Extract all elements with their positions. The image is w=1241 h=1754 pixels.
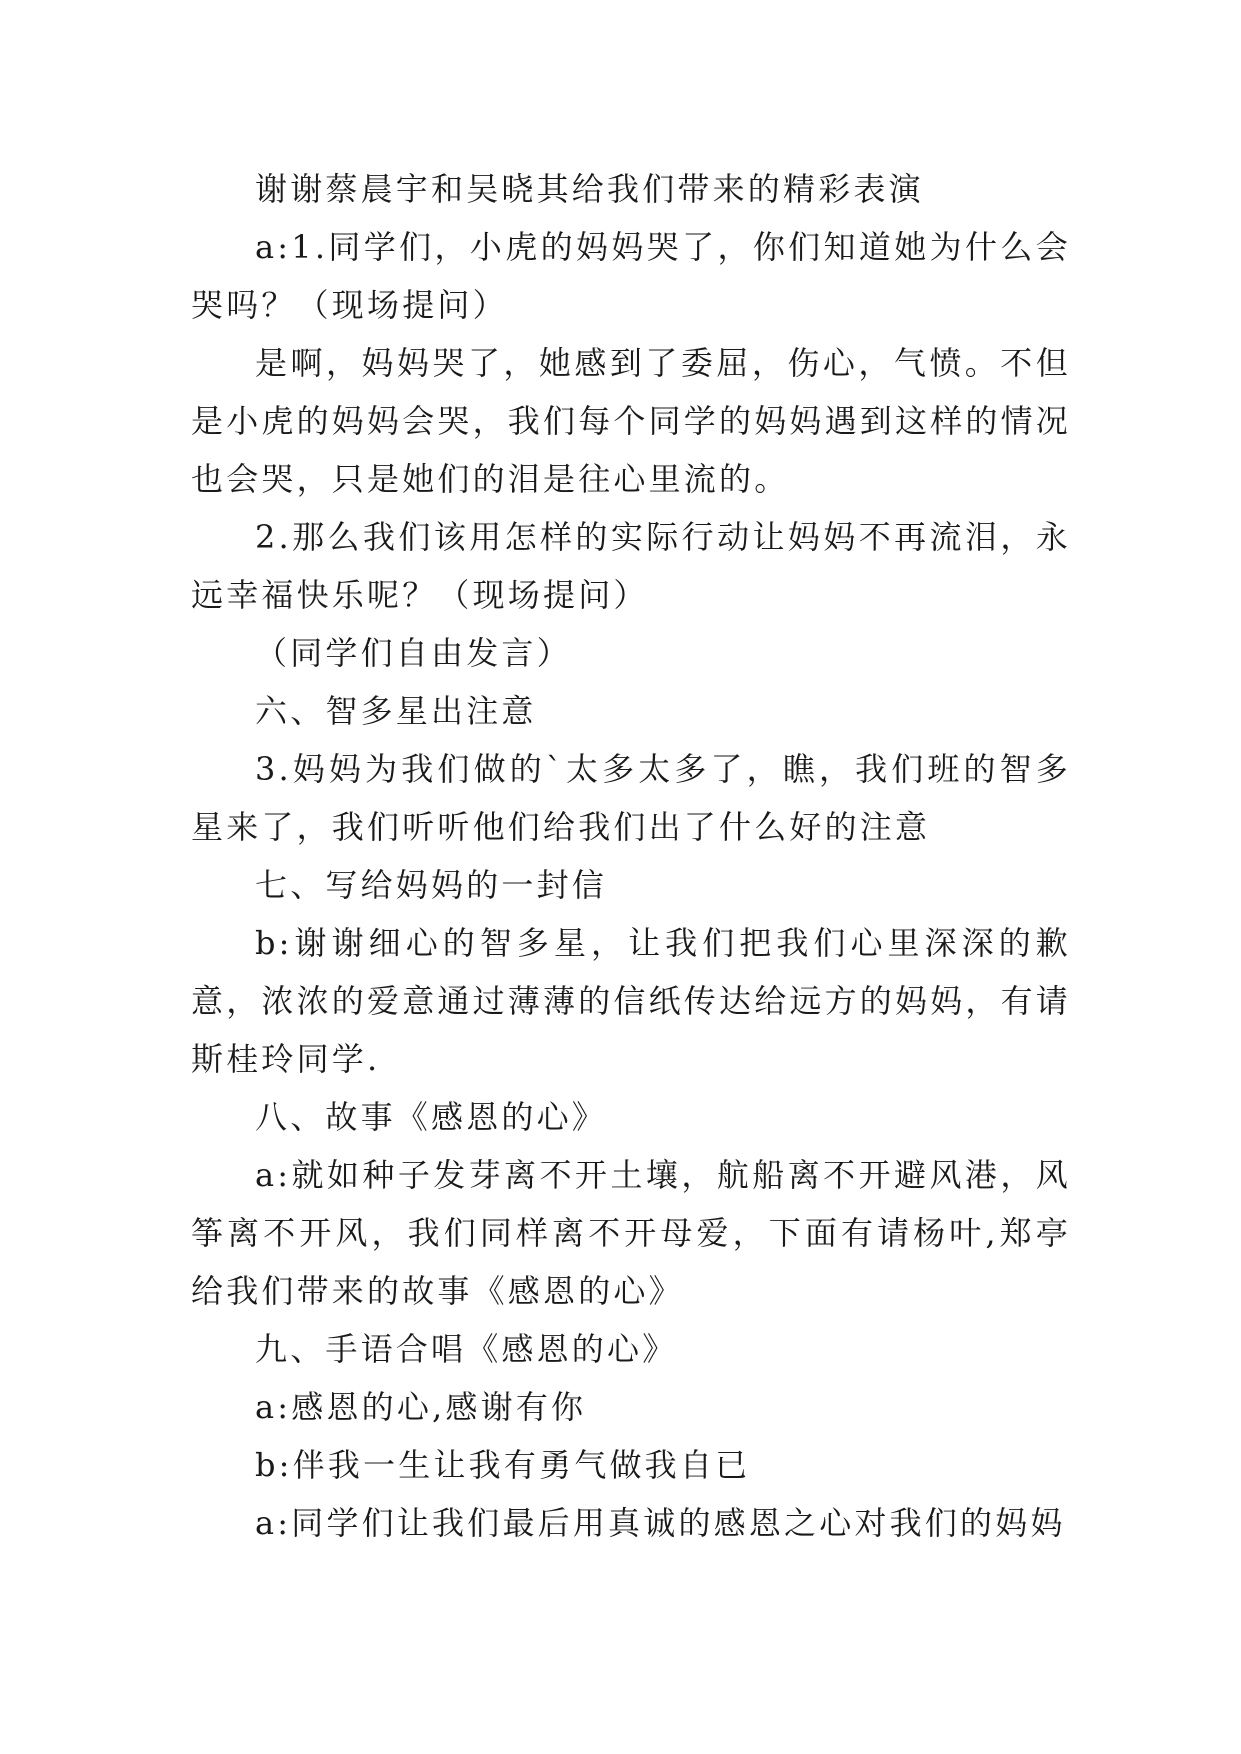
section-heading-8: 八、故事《感恩的心》 [255,1098,608,1136]
paragraph-line-a: a:感恩的心,感谢有你 [255,1388,587,1426]
paragraph-thanks-performance: 谢谢蔡晨宇和吴晓其给我们带来的精彩表演 [255,170,924,208]
section-heading-6: 六、智多星出注意 [255,692,537,730]
paragraph-question-2: 2.那么我们该用怎样的实际行动让妈妈不再流泪，永远幸福快乐呢？（现场提问） [191,518,1071,614]
document-body [191,160,1071,1552]
paragraph-line-b: b:伴我一生让我有勇气做我自已 [255,1446,751,1484]
paragraph-question-3: 3.妈妈为我们做的`太多太多了，瞧，我们班的智多星来了，我们听听他们给我们出了什么好的注意 [191,750,1071,846]
paragraph-closing: a:同学们让我们最后用真诚的感恩之心对我们的妈妈 [255,1504,1066,1542]
paragraph-letter-intro: b:谢谢细心的智多星，让我们把我们心里深深的歉意，浓浓的爱意通过薄薄的信纸传达给远方的妈妈，有请斯桂玲同学. [191,924,1072,1078]
paragraph-question-1: a:1.同学们，小虎的妈妈哭了，你们知道她为什么会哭吗？（现场提问） [191,228,1071,324]
paragraph-free-speech: （同学们自由发言） [255,634,572,672]
paragraph-story-intro: a:就如种子发芽离不开土壤，航船离不开避风港，风筝离不开风，我们同样离不开母爱，下面有请杨叶,郑亭给我们带来的故事《感恩的心》 [191,1156,1071,1310]
paragraph-mother-cries: 是啊，妈妈哭了，她感到了委屈，伤心，气愤。不但是小虎的妈妈会哭，我们每个同学的妈妈遇到这样的情况也会哭，只是她们的泪是往心里流的。 [191,344,1072,498]
section-heading-7: 七、写给妈妈的一封信 [255,866,608,904]
section-heading-9: 九、手语合唱《感恩的心》 [255,1330,678,1368]
